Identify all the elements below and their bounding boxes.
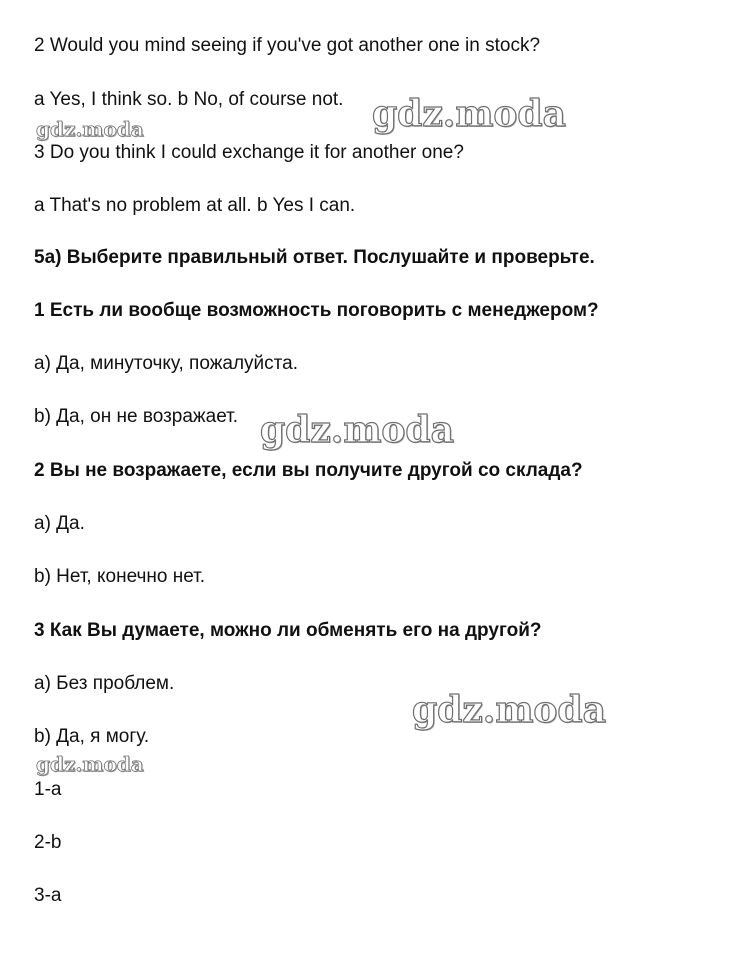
- watermark-logo: gdz.moda: [372, 93, 566, 135]
- answer-options-2-english: a Yes, I think so. b No, of course not.: [34, 89, 344, 110]
- answer-1a-russian: a) Да, минуточку, пожалуйста.: [34, 353, 299, 374]
- answer-1b-russian: b) Да, он не возражает.: [34, 406, 239, 427]
- answer-3b-russian: b) Да, я могу.: [34, 726, 150, 747]
- watermark-logo: gdz.moda: [36, 752, 144, 776]
- question-3-russian: 3 Как Вы думаете, можно ли обменять его на другой?: [34, 620, 542, 641]
- answer-options-3-english: a That's no problem at all. b Yes I can.: [34, 195, 356, 216]
- answer-key-3: 3-a: [34, 885, 62, 906]
- answer-2b-russian: b) Нет, конечно нет.: [34, 566, 206, 587]
- exercise-5a-heading: 5a) Выберите правильный ответ. Послушайте и проверьте.: [34, 247, 595, 268]
- question-1-russian: 1 Есть ли вообще возможность поговорить с менеджером?: [34, 300, 599, 321]
- question-2-russian: 2 Вы не возражаете, если вы получите другой со склада?: [34, 460, 583, 481]
- question-2-english: 2 Would you mind seeing if you've got another one in stock?: [34, 35, 541, 56]
- answer-key-1: 1-a: [34, 779, 62, 800]
- watermark-logo: gdz.moda: [260, 409, 454, 451]
- answer-2a-russian: a) Да.: [34, 513, 85, 534]
- answer-key-2: 2-b: [34, 832, 62, 853]
- watermark-logo: gdz.moda: [412, 689, 606, 731]
- watermark-logo: gdz.moda: [36, 117, 144, 141]
- answer-3a-russian: a) Без проблем.: [34, 673, 175, 694]
- question-3-english: 3 Do you think I could exchange it for another one?: [34, 142, 464, 163]
